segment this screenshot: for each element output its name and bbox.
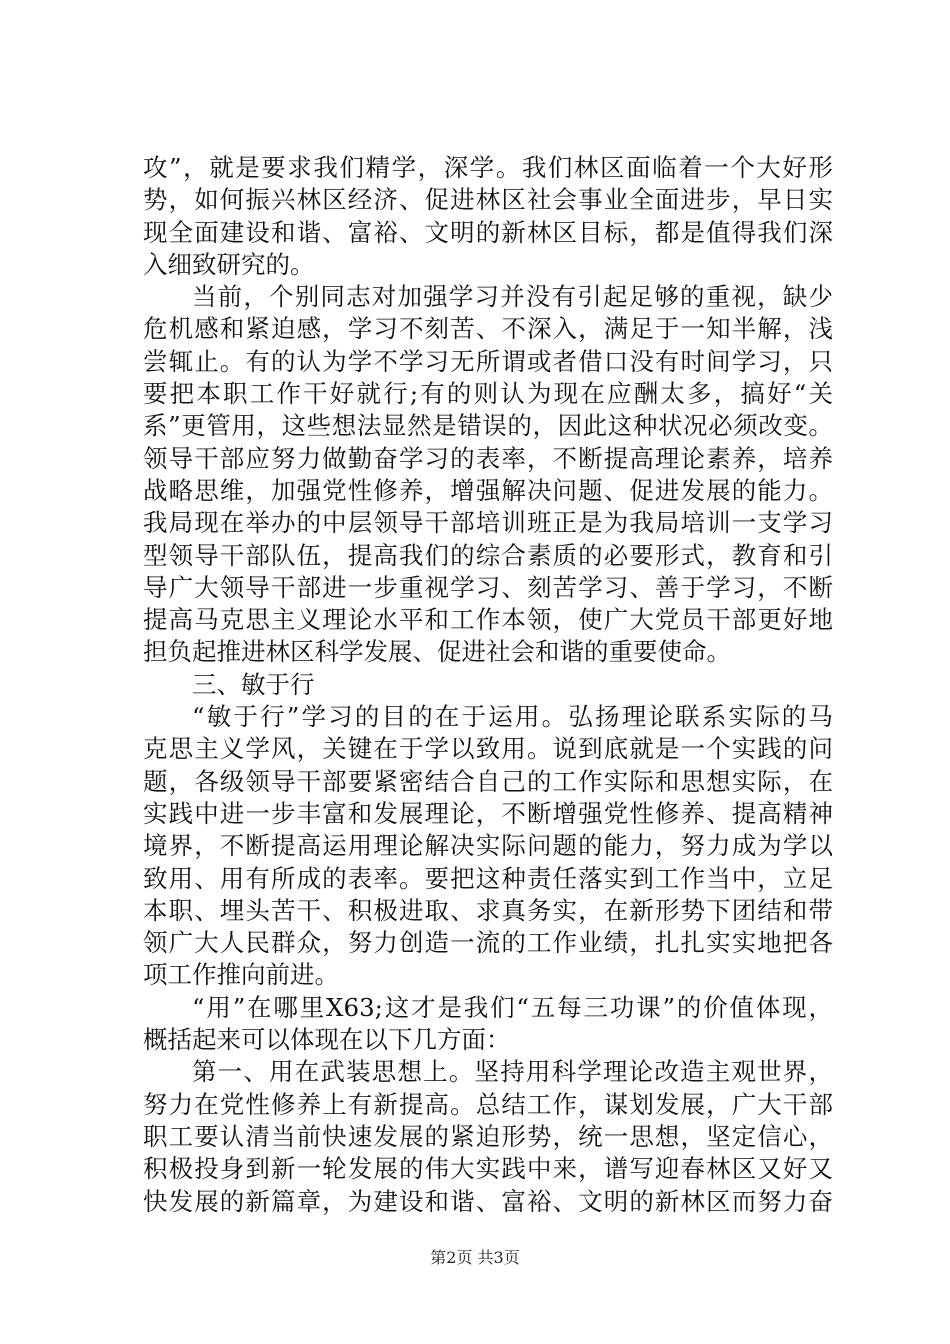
- paragraph-first-line: 当前，个别同志对加强学习并没有引起足够的重视，缺少: [192, 282, 833, 312]
- text-line: 领导干部应努力做勤奋学习的表率，不断提高理论素养，培养: [143, 443, 833, 473]
- text-line: 要把本职工作干好就行;有的则认为现在应酬太多，搞好“关: [143, 379, 833, 409]
- text-line: 战略思维，加强党性修养，增强解决问题、促进发展的能力。: [143, 475, 833, 505]
- text-line: 境界，不断提高运用理论解决实际问题的能力，努力成为学以: [143, 831, 833, 861]
- page-number-footer: 第2页 共3页: [430, 1248, 520, 1267]
- text-line: 系”更管用，这些想法显然是错误的，因此这种状况必须改变。: [143, 411, 833, 441]
- text-line: 本职、埋头苦干、积极进取、求真务实，在新形势下团结和带: [143, 895, 833, 925]
- body-text: [143, 152, 833, 1218]
- text-line: 我局现在举办的中层领导干部培训班正是为我局培训一支学习: [143, 508, 833, 538]
- text-line: 危机感和紧迫感，学习不刻苦、不深入，满足于一知半解，浅: [143, 314, 833, 344]
- text-line: 势，如何振兴林区经济、促进林区社会事业全面进步，早日实: [143, 185, 833, 215]
- text-line: 担负起推进林区科学发展、促进社会和谐的重要使命。: [143, 637, 731, 667]
- paragraph-first-line: “用”在哪里X63;这才是我们“五每三功课”的价值体现，: [192, 992, 833, 1022]
- text-line: 领广大人民群众，努力创造一流的工作业绩，扎扎实实地把各: [143, 928, 833, 958]
- paragraph-first-line: “敏于行”学习的目的在于运用。弘扬理论联系实际的马: [192, 702, 833, 732]
- text-line: 题，各级领导干部要紧密结合自己的工作实际和思想实际，在: [143, 766, 833, 796]
- paragraph-first-line: 第一、用在武装思想上。坚持用科学理论改造主观世界，: [192, 1057, 833, 1087]
- text-line: 导广大领导干部进一步重视学习、刻苦学习、善于学习，不断: [143, 572, 833, 602]
- text-line: 概括起来可以体现在以下几方面：: [143, 1025, 511, 1055]
- text-line: 提高马克思主义理论水平和工作本领，使广大党员干部更好地: [143, 605, 833, 635]
- section-heading: 三、敏于行: [192, 669, 315, 699]
- text-line: 实践中进一步丰富和发展理论，不断增强党性修养、提高精神: [143, 798, 833, 828]
- text-line: 尝辄止。有的认为学不学习无所谓或者借口没有时间学习，只: [143, 346, 833, 376]
- text-line: 努力在党性修养上有新提高。总结工作，谋划发展，广大干部: [143, 1089, 833, 1119]
- text-line: 项工作推向前进。: [143, 960, 339, 990]
- text-line: 型领导干部队伍，提高我们的综合素质的必要形式，教育和引: [143, 540, 833, 570]
- text-line: 攻”，就是要求我们精学，深学。我们林区面临着一个大好形: [143, 153, 833, 182]
- text-line: 现全面建设和谐、富裕、文明的新林区目标，都是值得我们深: [143, 217, 833, 247]
- text-line: 职工要认清当前快速发展的紧迫形势，统一思想，坚定信心，: [143, 1121, 833, 1151]
- text-line: 快发展的新篇章，为建设和谐、富裕、文明的新林区而努力奋: [143, 1186, 833, 1216]
- text-line: 入细致研究的。: [143, 249, 315, 279]
- text-line: 克思主义学风，关键在于学以致用。说到底就是一个实践的问: [143, 734, 833, 764]
- text-line: 积极投身到新一轮发展的伟大实践中来，谱写迎春林区又好又: [143, 1154, 833, 1184]
- text-line: 致用、用有所成的表率。要把这种责任落实到工作当中，立足: [143, 863, 833, 893]
